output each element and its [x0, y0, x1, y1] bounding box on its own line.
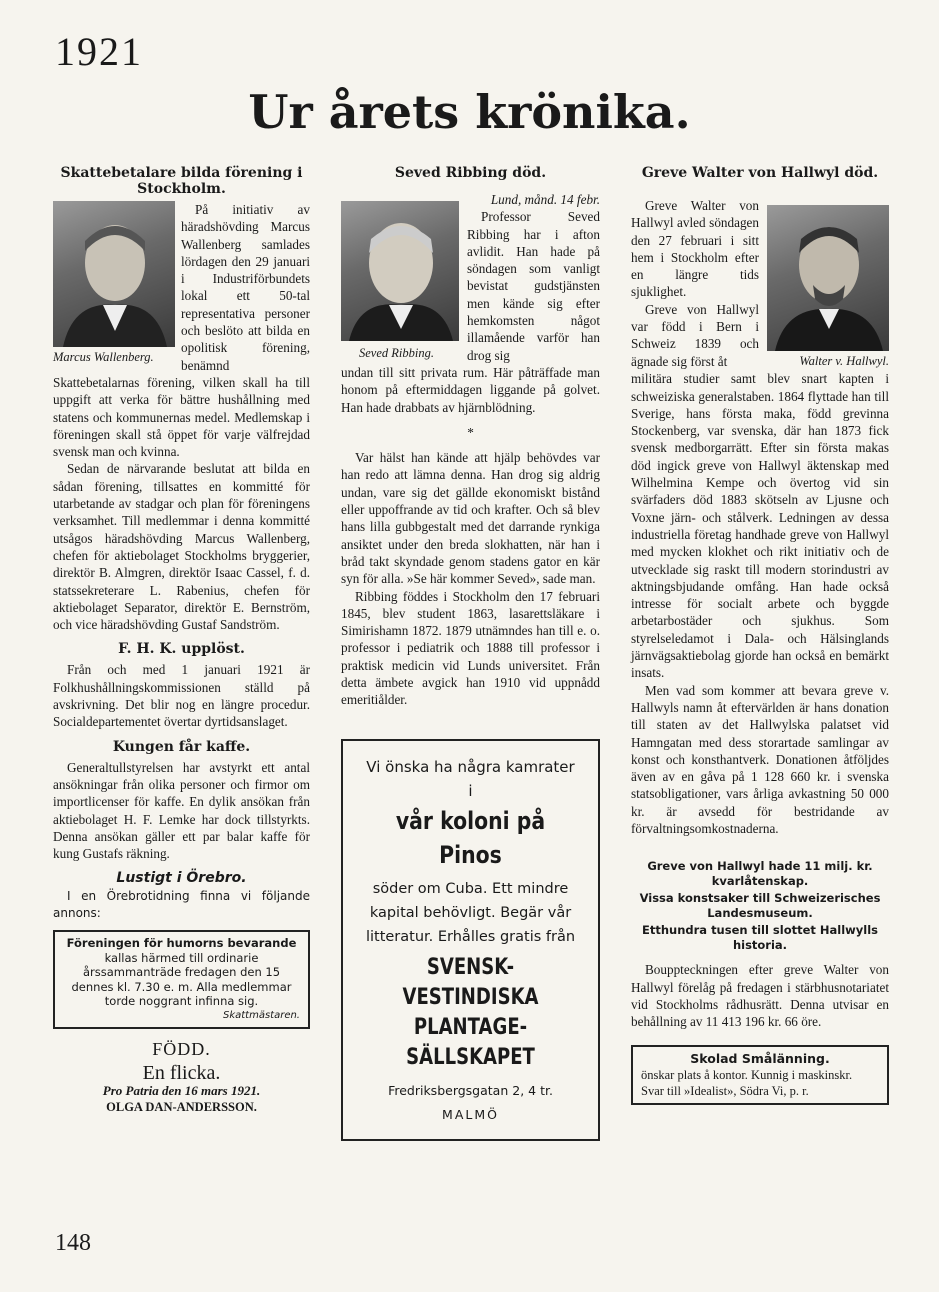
article-title-ribbing: Seved Ribbing död. [394, 165, 547, 181]
ad-line: SVENSK-VESTINDISKA [402, 954, 539, 1010]
ad-box-smalanning [631, 1045, 889, 1105]
ad-box-humor [53, 930, 310, 1029]
paragraph: Bouppteckningen efter greve Walter von Hallwyl förelåg på fredagen i stärbhusnotariatet vid Stockholms rådhusrätt. Denna utvisar en behållning av 11 413 196 kr. 66 öre. [631, 962, 889, 1030]
paragraph-wallenberg-intro: På initiativ av häradshövding Marcus Wallenberg samlades lördagen den 29 januari i Industriförbundets lokal ett 50-tal representativa personer och beslöto att bilda en opolitisk förening, benämnd [181, 202, 310, 373]
subheading: Etthundra tusen till slottet Hallwylls historia. [641, 923, 879, 953]
ad-line: Vi önska ha några kamrater [366, 757, 575, 776]
paragraph-ribbing-intro: Professor Seved Ribbing har i afton avlidit. Han hade på söndagen som vanligt bevistat gudstjänsten men kände sig efter hemkomsten något illamående varför han drog sig [467, 209, 600, 363]
page-headline: Ur årets krönika. [248, 85, 691, 139]
born-source: Pro Patria den 16 mars 1921. [102, 1082, 261, 1098]
ad-box-title: Föreningen för humorns bevarande [66, 936, 297, 951]
ad-box-text: kallas härmed till ordinarie årssammanträde fredagen den 15 dennes kl. 7.30 e. m. Alla medlemmar torde noggrant infinna sig. [71, 950, 292, 1009]
article-title-hallwyl: Greve Walter von Hallwyl död. [641, 165, 879, 181]
dateline: Lund, månd. 14 febr. [490, 192, 600, 207]
photo-caption-hallwyl: Walter v. Hallwyl. [799, 354, 889, 368]
born-heading: FÖDD. [152, 1039, 211, 1060]
paragraph: Från och med 1 januari 1921 är Folkhushållningskommissionen ställd på avskrivning. Det blir nog en längre procedur. Socialdepartementet övertar dyrtidsanslaget. [53, 662, 310, 730]
page-number: 148 [55, 1230, 91, 1256]
article-title-fhk: F. H. K. upplöst. [118, 641, 245, 658]
article-title-skattebetalare: Skattebetalare bilda förening i Stockholm. [60, 165, 303, 197]
paragraph: Var hälst han kände att hjälp behövdes var han redo att lämna denna. Han drog sig aldrig undan, vare sig det gällde ekonomiskt bistånd eller uppoffrande av tid och krafter. Och så blev hans lilla gubbgestalt med det darrande rynkiga ansiktet under den breda slokhatten, när han i bråd takt skyndade genom stadens gator en kär syn för alla. »Se här kommer Seved», sade man. [341, 450, 600, 587]
ad-line: MALMÖ [442, 1106, 499, 1122]
ad-line: vår koloni på [395, 806, 546, 835]
ad-line: i [468, 781, 473, 800]
ad-box-text: Svar till »Idealist», Södra Vi, p. r. [641, 1083, 809, 1098]
column-1 [53, 165, 310, 1116]
paragraph-hallwyl-intro: Greve Walter von Hallwyl avled söndagen den 27 februari i sitt hem i Stockholm efter en längre tids sjuklighet. [631, 198, 759, 300]
paragraph: I en Örebrotidning finna vi följande annons: [53, 888, 310, 920]
separator-star: * [467, 424, 474, 440]
paragraph: Generaltullstyrelsen har avstyrkt ett antal ansökningar från olika personer och firmor om importlicenser för kaffe. En dylik ansökan från aktiebolaget H. F. Lemke har dock tillstyrkts. Denna ansökan gäller ett par balar kaffe för kung Gustafs räkning. [53, 759, 310, 862]
photo-caption-ribbing: Seved Ribbing. [359, 346, 434, 360]
ad-box-pinos [341, 739, 600, 1141]
paragraph: Skattebetalarnas förening, vilken skall ha till uppgift att verka för bättre hushållning med statens och kommunernas medel. Medlemskap i föreningen skall stå öppet för varje välfrejdad svensk man och kvinna. [53, 374, 310, 460]
paragraph: undan till sitt privata rum. Här påträffade man honom på eftermiddagen liggande på golvet. Han hade drabbats av hjärnblödning. [341, 364, 600, 415]
paragraph: Greve von Hallwyl var född i Bern i Schweiz 1839 och ägnade sig först åt [631, 301, 759, 369]
ad-line: söder om Cuba. Ett mindre kapital behövligt. Begär vår litteratur. Erhålles gratis från [365, 880, 576, 945]
paragraph: Ribbing föddes i Stockholm den 17 februari 1845, blev student 1863, lasarettsläkare i Simirishamn 1872. 1879 utnämndes han till e. o. professor i pediatrik och 1888 till professor i praktisk medicin vid Lunds universitet. Från detta ämbete avgick han 1910 vid uppnådd emeritiålder. [341, 588, 600, 708]
ad-box-title: Skolad Smålänning. [690, 1050, 830, 1066]
ad-line: Pinos [439, 840, 502, 869]
ad-line: Fredriksbergsgatan 2, 4 tr. [388, 1082, 553, 1098]
portrait-wallenberg [53, 201, 175, 347]
ad-box-signature: Skattmästaren. [222, 1009, 300, 1021]
photo-caption-wallenberg: Marcus Wallenberg. [53, 350, 154, 364]
born-parent: OLGA DAN-ANDERSSON. [106, 1100, 257, 1115]
article-title-lustigt: Lustigt i Örebro. [116, 870, 247, 887]
subheading: Vissa konstsaker till Schweizerisches Landesmuseum. [639, 891, 881, 921]
ad-line: PLANTAGE-SÄLLSKAPET [406, 1014, 535, 1070]
subheading: Greve von Hallwyl hade 11 milj. kr. kvarlåtenskap. [647, 859, 873, 889]
portrait-hallwyl [767, 205, 889, 351]
portrait-ribbing [341, 201, 459, 341]
column-2 [341, 165, 600, 1141]
ad-box-text: önskar plats å kontor. Kunnig i maskinskr. [641, 1067, 853, 1082]
paragraph: Sedan de närvarande beslutat att bilda en sådan förening, tillsattes en kommitté för utarbetande av stadgar och plan för föreningens verksamhet. Till medlemmar i denna kommitté utsågos häradshövding Marcus Wallenberg, chefen för aktiebolaget Stockholms bryggerier, direktör B. Almgren, direktör Isaac Cassel, f. d. statssekreterare L. Rabenius, chefen för aktiebolaget Separator, direktör E. Bernström, och vice häradshövding Gustaf Sandström. [53, 461, 310, 633]
paragraph: militära studier samt blev snart kapten i schweiziska generalstaben. 1864 flyttade han till Sverige, hans första maka, född grevinna Stockenberg, var svenska, där han 1873 fick svensk medborgarrätt. Efter sin första makas död ingick greve von Hallwyl äktenskap med Wilhelmina Kempe och övertog vid sin svärfaders död 1883 skötseln av Ljusne och Voxne järn- och stålverk. Ledningen av dessa industriella företag handhade greve von Hallwyl med mycken klokhet och rikt initiativ och de utvecklade sig raskt till modern storindustri av aktningsbjudande omfång. Han hade också intresse för socialt arbete och byggde arbetarbostäder och sjukhus. Som styrelseledamot i Dala- och Hälsinglands järnvägsaktiebolag gjorde han också en bemärkt insats. [631, 371, 889, 681]
column-3 [631, 165, 889, 1105]
article-title-kaffe: Kungen får kaffe. [112, 738, 251, 755]
born-text: En flicka. [142, 1061, 221, 1084]
year-heading: 1921 [55, 29, 143, 74]
paragraph: Men vad som kommer att bevara greve v. Hallwyls namn åt eftervärlden är hans donation till staten av det Hallwylska palatset vid Hamngatan med dess storartade samlingar av konst och konsthantverk. Donationen åtföljdes även av en gåva på 1 128 660 kr. i svenska statsobligationer, vars årliga avkastning 50 000 kr. är avsedd för bestridande av förvaltningsomkostnaderna. [631, 682, 889, 837]
